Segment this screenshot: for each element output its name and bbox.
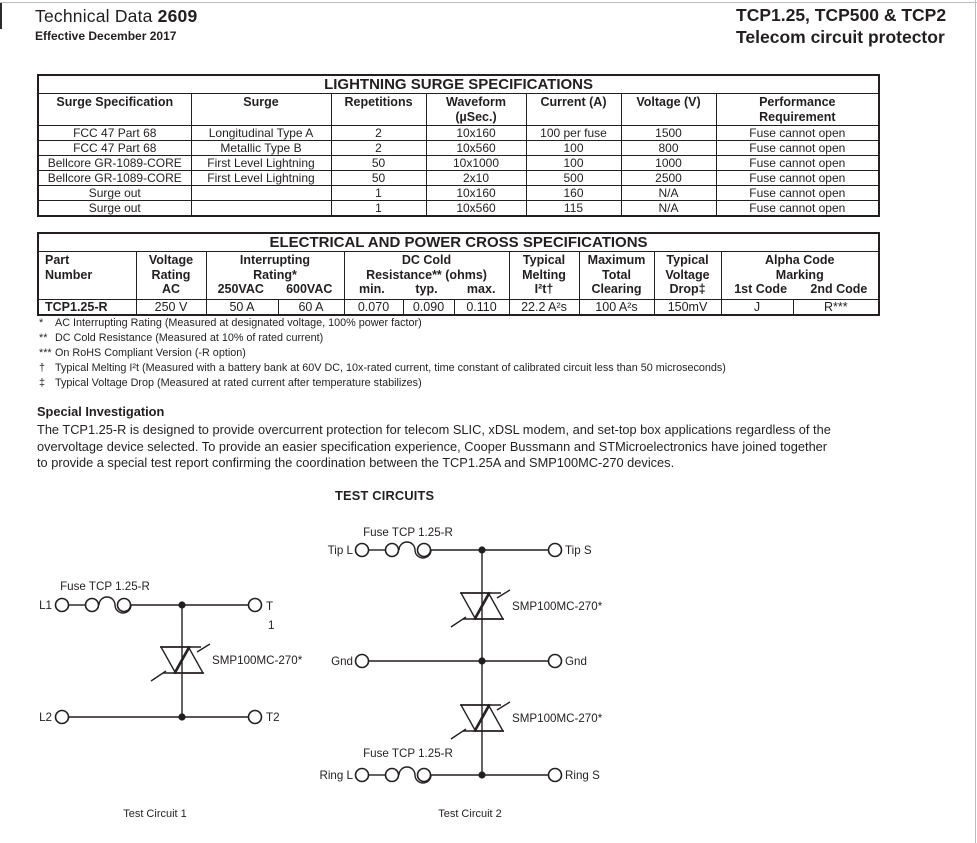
circuit2-caption: Test Circuit 2 [438, 808, 502, 820]
cell: 10x160 [426, 126, 526, 141]
cell: 22.2 A²s [509, 299, 579, 315]
terminal-label-ring-s: Ring S [565, 769, 600, 782]
cell: 100 per fuse [526, 126, 621, 141]
circuit1-caption: Test Circuit 1 [123, 808, 187, 820]
electrical-table-title: ELECTRICAL AND POWER CROSS SPECIFICATIONS [38, 233, 879, 252]
doc-number: 2609 [157, 6, 198, 26]
product-line: TCP1.25, TCP500 & TCP2 [736, 5, 947, 25]
terminal-t1 [249, 599, 262, 612]
col-header-interrupting: Interrupting Rating* 250VAC 600VAC [206, 252, 344, 300]
cell: 10x560 [426, 201, 526, 217]
footnote: *** On RoHS Compliant Version (-R option) [39, 347, 246, 359]
cell: 1000 [621, 156, 716, 171]
col-header: Current (A) [526, 94, 621, 126]
col-header: Surge Specification [38, 94, 191, 126]
cell: 2500 [621, 171, 716, 186]
cell: 50 A [206, 299, 278, 315]
special-investigation-section [37, 404, 837, 472]
cell: Surge out [38, 201, 191, 217]
table-row [38, 186, 879, 201]
device-label: SMP100MC-270* [512, 712, 603, 725]
cell: 1500 [621, 126, 716, 141]
fuse-label: Fuse TCP 1.25-R [60, 580, 150, 593]
col-header: Waveform (µSec.) [426, 94, 526, 126]
footnote: ** DC Cold Resistance (Measured at 10% of rated current) [39, 332, 324, 344]
cell: 10x560 [426, 141, 526, 156]
cell: 0.110 [454, 299, 509, 315]
section-heading: Special Investigation [37, 404, 165, 419]
footnote: † Typical Melting I²t (Measured with a battery bank at 60V DC, 10x-rated current, time constant of calibrated circuit less than 50 microseconds) [39, 362, 726, 374]
test-circuits-heading: TEST CIRCUITS [335, 488, 435, 503]
fuse-label: Fuse TCP 1.25-R [363, 747, 453, 760]
cell: R*** [793, 299, 879, 315]
product-description: Telecom circuit protector [736, 27, 945, 47]
terminal-label-t2: T2 [266, 711, 280, 724]
cell: 10x160 [426, 186, 526, 201]
doc-type: Technical Data [35, 6, 158, 26]
cell: 100 A²s [579, 299, 654, 315]
terminal-t2 [249, 711, 262, 724]
terminal-gnd-left [356, 655, 369, 668]
table-row [38, 201, 879, 217]
col-header: Repetitions [331, 94, 426, 126]
col-header-drop: Typical Voltage Drop‡ [654, 252, 721, 300]
cell: 1 [331, 201, 426, 217]
table-row [38, 299, 879, 315]
sidactor-symbol [451, 590, 510, 627]
table-row [38, 141, 879, 156]
col-header: Performance Requirement [716, 94, 879, 126]
cell: N/A [621, 201, 716, 217]
cell: 100 [526, 156, 621, 171]
cell: J [721, 299, 793, 315]
cell: 2 [331, 126, 426, 141]
cell: 115 [526, 201, 621, 217]
cell: 0.070 [344, 299, 403, 315]
cell: Fuse cannot open [716, 156, 879, 171]
cell: Fuse cannot open [716, 141, 879, 156]
cell: Fuse cannot open [716, 171, 879, 186]
section-body: The TCP1.25-R is designed to provide overcurrent protection for telecom SLIC, xDSL modem, and set-top box applications regardless of the overvoltage device selected. To provide an easier specification experience, Cooper Bussmann and STMicroelectronics have joined together to provide a special test report confirming the coordination between the TCP1.25A and SMP100MC-270 devices. [37, 422, 831, 470]
terminal-label-l2: L2 [39, 711, 52, 724]
terminal-label-ring-l: Ring L [319, 769, 353, 782]
terminal-tip-s [549, 544, 562, 557]
terminal-ring-l [356, 769, 369, 782]
cell: Metallic Type B [191, 141, 331, 156]
footnotes [39, 316, 869, 391]
col-header-alpha: Alpha Code Marking 1st Code 2nd Code [721, 252, 879, 300]
page-edge-artifact [0, 3, 2, 29]
col-header-voltage: Voltage Rating AC [136, 252, 206, 300]
cell [191, 201, 331, 217]
cell [191, 186, 331, 201]
cell: 50 [331, 171, 426, 186]
terminal-label-tip-l: Tip L [327, 544, 353, 557]
header-left [35, 6, 197, 43]
cell: 0.090 [403, 299, 454, 315]
cell: 100 [526, 141, 621, 156]
terminal-l1 [56, 599, 69, 612]
cell: First Level Lightning [191, 171, 331, 186]
terminal-l2 [56, 711, 69, 724]
device-label: SMP100MC-270* [212, 654, 303, 667]
cell: 1 [331, 186, 426, 201]
cell: Longitudinal Type A [191, 126, 331, 141]
cell: 800 [621, 141, 716, 156]
terminal-gnd-right [549, 655, 562, 668]
cell: Surge out [38, 186, 191, 201]
electrical-table-title-row [38, 233, 879, 252]
cell: 500 [526, 171, 621, 186]
part-number: TCP1.25-R [38, 299, 136, 315]
doc-title [35, 6, 197, 27]
col-header-clearing: Maximum Total Clearing [579, 252, 654, 300]
col-header-part: Part Number [38, 252, 136, 300]
lightning-surge-table [37, 74, 880, 217]
sidactor-symbol [151, 644, 210, 681]
page-top-border [0, 2, 977, 3]
cell: 60 A [278, 299, 344, 315]
col-header: Surge [191, 94, 331, 126]
cell: Bellcore GR-1089-CORE [38, 156, 191, 171]
electrical-specs-table [37, 232, 880, 316]
cell: Fuse cannot open [716, 201, 879, 217]
page-right-border [975, 0, 976, 843]
terminal-label-l1: L1 [39, 599, 52, 612]
cell: FCC 47 Part 68 [38, 141, 191, 156]
sidactor-symbol [451, 702, 510, 739]
terminal-tip-l [356, 544, 369, 557]
cell: 160 [526, 186, 621, 201]
cell: Fuse cannot open [716, 186, 879, 201]
table-row [38, 156, 879, 171]
col-header-melting: Typical Melting I²t† [509, 252, 579, 300]
terminal-label-t1-bottom: 1 [268, 619, 275, 632]
terminal-label-gnd-left: Gnd [331, 655, 353, 668]
cell: N/A [621, 186, 716, 201]
table-row [38, 171, 879, 186]
terminal-label-t1-top: T [266, 600, 274, 613]
lightning-table-title: LIGHTNING SURGE SPECIFICATIONS [38, 75, 879, 94]
terminal-label-tip-s: Tip S [565, 544, 592, 557]
cell: 2 [331, 141, 426, 156]
cell: FCC 47 Part 68 [38, 126, 191, 141]
cell: 150mV [654, 299, 721, 315]
cell: 250 V [136, 299, 206, 315]
lightning-table-header-row [38, 94, 879, 126]
footnote: ‡ Typical Voltage Drop (Measured at rated current after temperature stabilizes) [39, 377, 422, 389]
terminal-label-gnd-right: Gnd [565, 655, 587, 668]
table-row [38, 126, 879, 141]
cell: 10x1000 [426, 156, 526, 171]
cell: First Level Lightning [191, 156, 331, 171]
device-label: SMP100MC-270* [512, 600, 603, 613]
cell: 50 [331, 156, 426, 171]
col-header-dc-cold: DC Cold Resistance** (ohms) min. typ. max. [344, 252, 509, 300]
lightning-table-title-row [38, 75, 879, 94]
test-circuit-diagrams [0, 520, 700, 832]
cell: Fuse cannot open [716, 126, 879, 141]
electrical-table-header-row [38, 252, 879, 300]
header-right [736, 4, 946, 48]
footnote: * AC Interrupting Rating (Measured at designated voltage, 100% power factor) [39, 317, 422, 329]
col-header: Voltage (V) [621, 94, 716, 126]
cell: Bellcore GR-1089-CORE [38, 171, 191, 186]
terminal-ring-s [549, 769, 562, 782]
effective-date: Effective December 2017 [35, 29, 177, 43]
cell: 2x10 [426, 171, 526, 186]
fuse-label: Fuse TCP 1.25-R [363, 526, 453, 539]
